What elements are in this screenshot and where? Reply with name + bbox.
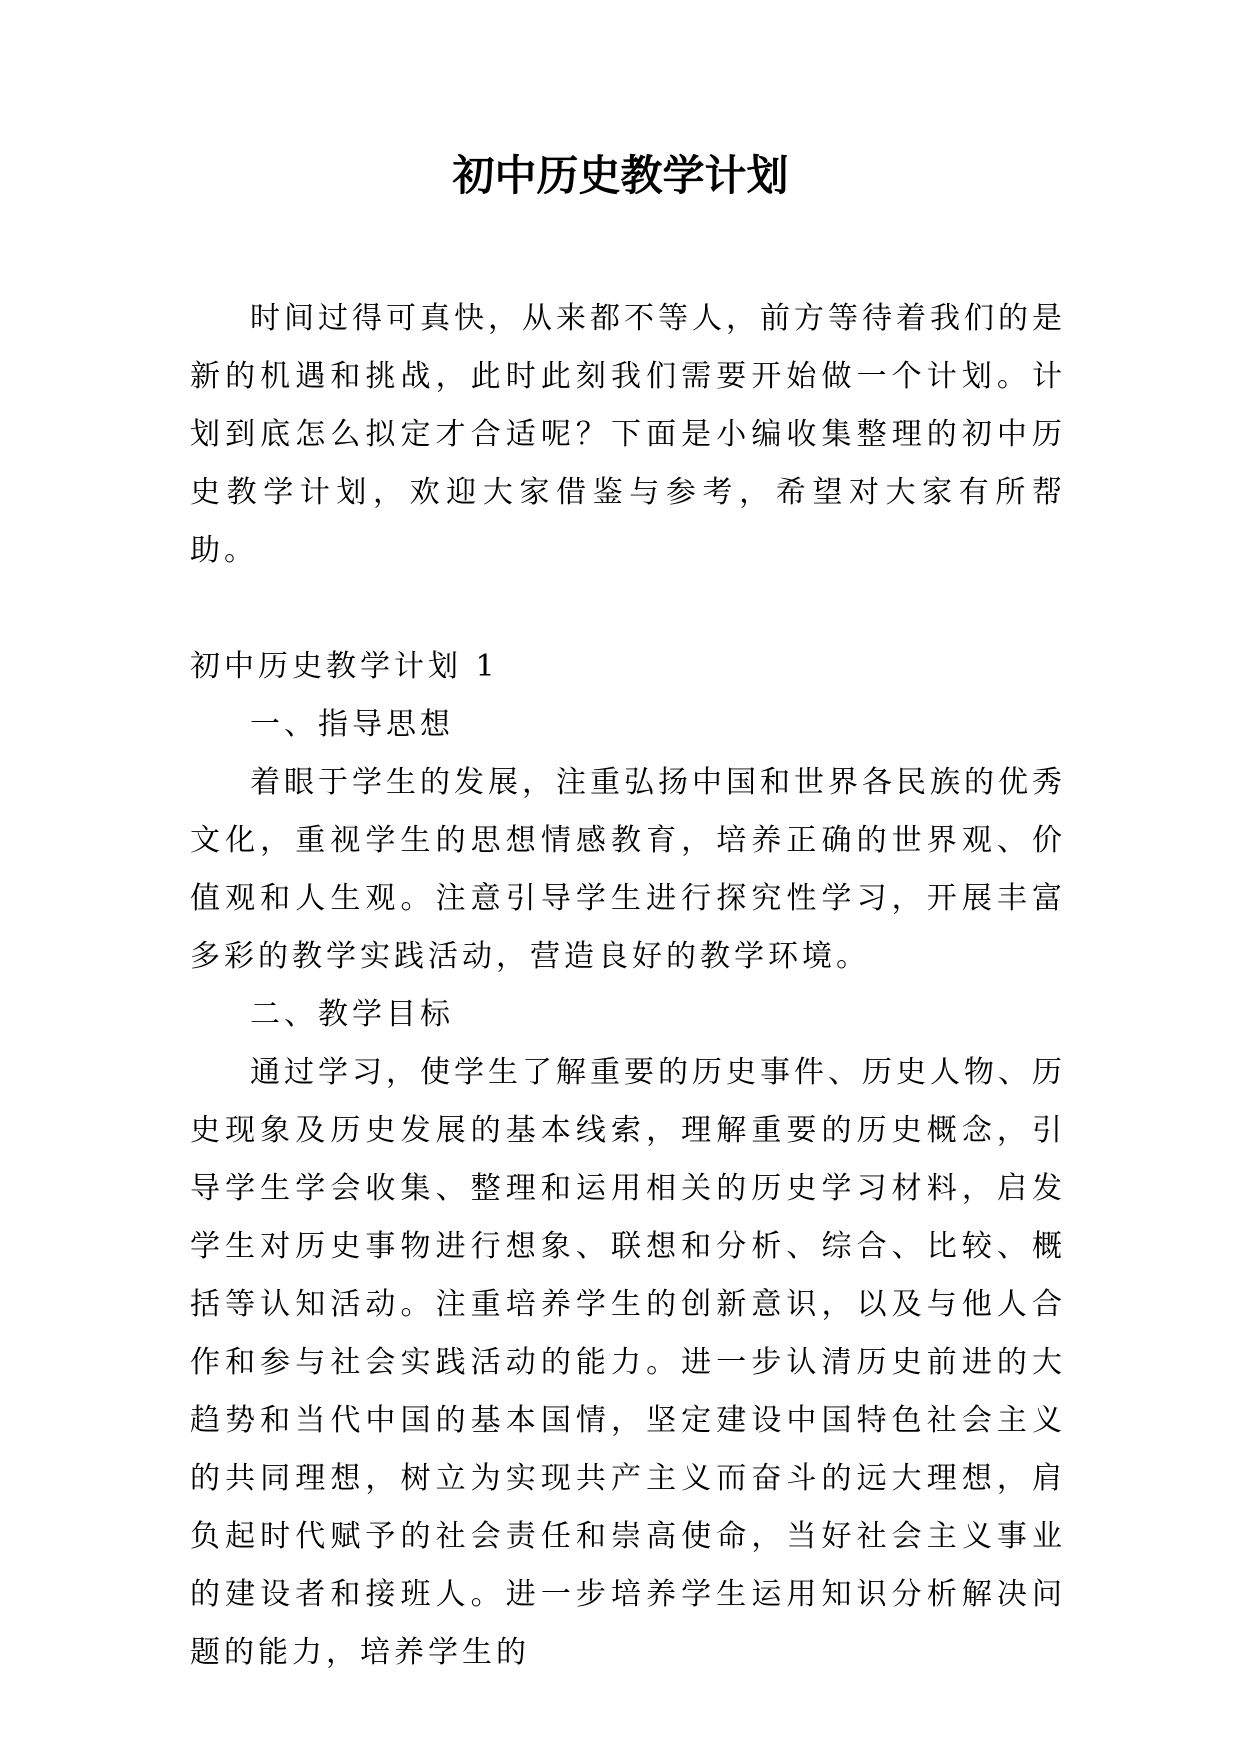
document-title: 初中历史教学计划 xyxy=(452,151,789,200)
heading-guiding-ideology: 一、指导思想 xyxy=(250,707,454,742)
intro-paragraph: 时间过得可真快，从来都不等人，前方等待着我们的是新的机遇和挑战，此时此刻我们需要开始做一个计划。计划到底怎么拟定才合适呢？下面是小编收集整理的初中历史教学计划，欢迎大家借鉴与参考，希望对大家有所帮助。 xyxy=(190,301,1066,568)
heading-teaching-goals: 二、教学目标 xyxy=(250,997,454,1032)
paragraph-spacer xyxy=(190,580,1066,638)
paragraph-teaching-goals: 通过学习，使学生了解重要的历史事件、历史人物、历史现象及历史发展的基本线索，理解重要的历史概念，引导学生学会收集、整理和运用相关的历史学习材料，启发学生对历史事物进行想象、联想和分析、综合、比较、概括等认知活动。注重培养学生的创新意识，以及与他人合作和参与社会实践活动的能力。进一步认清历史前进的大趋势和当代中国的基本国情，坚定建设中国特色社会主义的共同理想，树立为实现共产主义而奋斗的远大理想，肩负起时代赋予的社会责任和崇高使命，当好社会主义事业的建设者和接班人。进一步培养学生运用知识分析解决问题的能力，培养学生的 xyxy=(190,1055,1066,1670)
section-title: 初中历史教学计划 1 xyxy=(190,649,499,684)
paragraph-guiding-ideology: 着眼于学生的发展，注重弘扬中国和世界各民族的优秀文化，重视学生的思想情感教育，培养正确的世界观、价值观和人生观。注意引导学生进行探究性学习，开展丰富多彩的教学实践活动，营造良好的教学环境。 xyxy=(190,765,1066,974)
document-body xyxy=(190,290,1066,1682)
